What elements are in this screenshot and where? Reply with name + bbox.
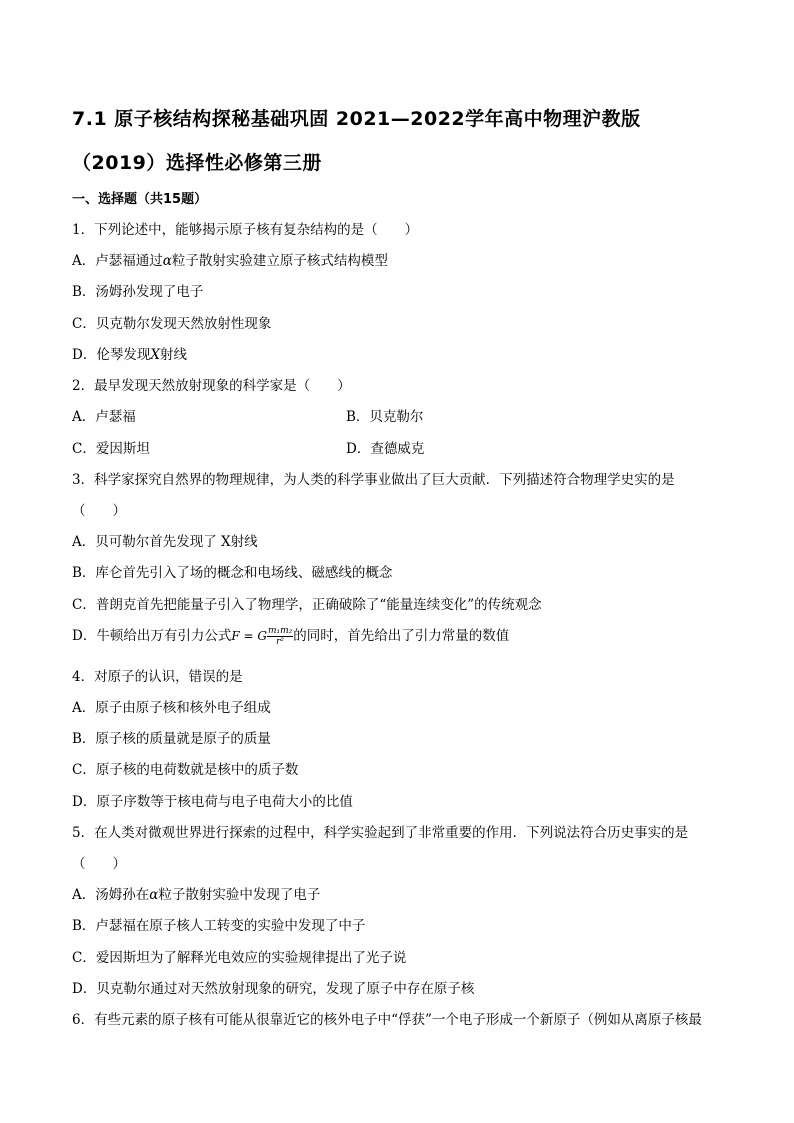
q2-option-d: D．查德威克 [346, 441, 425, 457]
q2-option-a: A．卢瑟福 [72, 409, 136, 425]
q3-option-c: C．普朗克首先把能量子引入了物理学，正确破除了“能量连续变化”的传统观念 [72, 597, 542, 613]
q3-stem: 3．科学家探究自然界的物理规律，为人类的科学事业做出了巨大贡献．下列描述符合物理学史实的是 [72, 472, 675, 488]
q1-option-a [72, 249, 388, 269]
q2-option-c: C．爱因斯坦 [72, 441, 150, 457]
document-title-line-1: 7.1 原子核结构探秘基础巩固 2021—2022学年高中物理沪教版 [72, 108, 641, 130]
q4-option-c: C．原子核的电荷数就是核中的质子数 [72, 762, 299, 778]
q1-option-b: B．汤姆孙发现了电子 [72, 284, 204, 300]
formula-lhs: F = G [231, 629, 267, 643]
gravitation-formula [231, 626, 293, 647]
q3-option-d-pre: D．牛顿给出万有引力公式 [72, 628, 232, 644]
formula-denominator: r² [276, 637, 285, 647]
q6-stem: 6．有些元素的原子核有可能从很靠近它的核外电子中“俘获”一个电子形成一个新原子（例如从离原子核最 [72, 1012, 702, 1028]
q5-option-c: C．爱因斯坦为了解释光电效应的实验规律提出了光子说 [72, 950, 407, 966]
q1-option-d-pre: D．伦琴发现 [72, 347, 151, 363]
q2-stem: 2．最早发现天然放射现象的科学家是（ ） [72, 378, 351, 394]
x-symbol: X [150, 347, 160, 363]
q4-stem: 4．对原子的认识，错误的是 [72, 669, 243, 685]
q1-option-d-post: 射线 [159, 347, 187, 363]
q1-option-d [72, 343, 187, 363]
q5-stem: 5．在人类对微观世界进行探索的过程中，科学实验起到了非常重要的作用．下列说法符合历史事实的是 [72, 825, 689, 841]
q4-option-d: D．原子序数等于核电荷与电子电荷大小的比值 [72, 794, 353, 810]
document-title-line-2: （2019）选择性必修第三册 [72, 152, 322, 174]
q1-stem: 1．下列论述中，能够揭示原子核有复杂结构的是（ ） [72, 222, 419, 238]
q5-option-a-post: 粒子散射实验中发现了电子 [158, 887, 321, 903]
q5-option-b: B．卢瑟福在原子核人工转变的实验中发现了中子 [72, 918, 366, 934]
alpha-symbol: α [162, 253, 172, 269]
q3-option-d-post: 的同时，首先给出了引力常量的数值 [293, 628, 510, 644]
q5-option-d: D．贝克勒尔通过对天然放射现象的研究，发现了原子中存在原子核 [72, 981, 475, 997]
alpha-symbol: α [149, 887, 159, 903]
q1-option-a-post: 粒子散射实验建立原子核式结构模型 [171, 253, 388, 269]
q4-option-a: A．原子由原子核和核外电子组成 [72, 700, 271, 716]
formula-numerator: m₁m₂ [267, 626, 293, 636]
q5-option-a [72, 883, 320, 903]
q3-option-d [72, 624, 509, 647]
formula-fraction [267, 626, 293, 647]
q1-option-a-pre: A．卢瑟福通过 [72, 253, 163, 269]
q3-option-a: A．贝可勒尔首先发现了 X射线 [72, 534, 258, 550]
q3-stem-cont: （ ） [72, 503, 126, 519]
q2-option-b: B．贝克勒尔 [346, 409, 424, 425]
q4-option-b: B．原子核的质量就是原子的质量 [72, 731, 271, 747]
section-header: 一、选择题（共15题） [72, 192, 208, 207]
q5-stem-cont: （ ） [72, 856, 126, 872]
q1-option-c: C．贝克勒尔发现天然放射性现象 [72, 316, 272, 332]
q5-option-a-pre: A．汤姆孙在 [72, 887, 150, 903]
q3-option-b: B．库仑首先引入了场的概念和电场线、磁感线的概念 [72, 565, 393, 581]
